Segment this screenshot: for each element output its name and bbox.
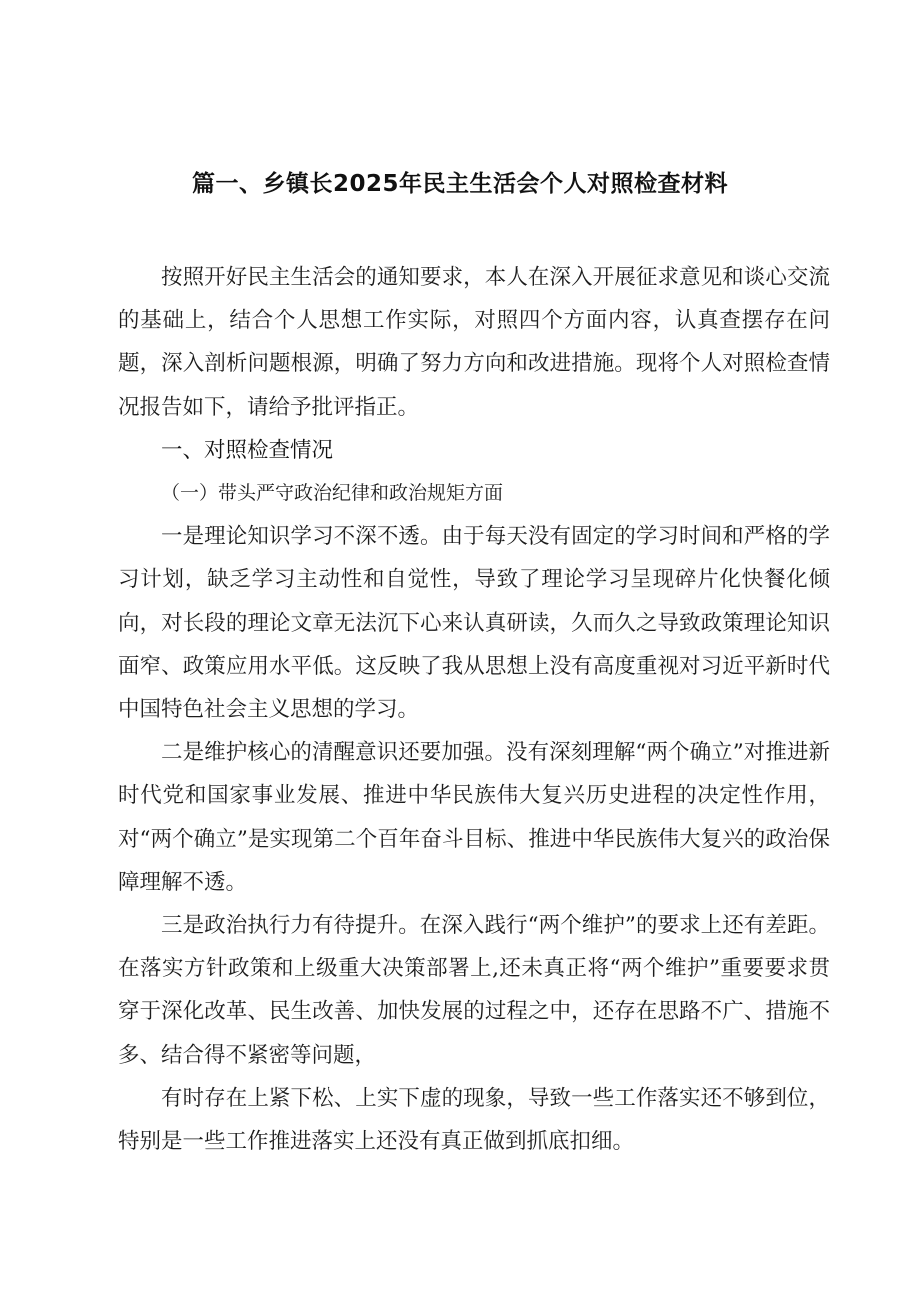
section-heading: 一、对照检查情况 [161,437,334,463]
subsection-heading: （一）带头严守政治纪律和政治规矩方面 [161,482,504,505]
body-paragraph: 有时存在上紧下松、上实下虚的现象，导致一些工作落实还不够到位，特别是一些工作推进落实上还没有真正做到抓底扣细。 [118,1085,830,1155]
body-paragraph: 三是政治执行力有待提升。在深入践行“两个维护”的要求上还有差距。在落实方针政策和上级重大决策部署上,还未真正将“两个维护”重要要求贯穿于深化改革、民生改善、加快发展的过程之中，还存在思路不广、措施不多、结合得不紧密等问题， [118,913,830,1068]
intro-paragraph: 按照开好民主生活会的通知要求，本人在深入开展征求意见和谈心交流的基础上，结合个人思想工作实际，对照四个方面内容，认真查摆存在问题，深入剖析问题根源，明确了努力方向和改进措施。现将个人对照检查情况报告如下，请给予批评指正。 [118,265,830,420]
body-paragraph: 二是维护核心的清醒意识还要加强。没有深刻理解“两个确立”对推进新时代党和国家事业发展、推进中华民族伟大复兴历史进程的决定性作用，对“两个确立”是实现第二个百年奋斗目标、推进中华民族伟大复兴的政治保障理解不透。 [118,740,830,895]
body-paragraph: 一是理论知识学习不深不透。由于每天没有固定的学习时间和严格的学习计划，缺乏学习主动性和自觉性，导致了理论学习呈现碎片化快餐化倾向，对长段的理论文章无法沉下心来认真研读，久而久之导致政策理论知识面窄、政策应用水平低。这反映了我从思想上没有高度重视对习近平新时代中国特色社会主义思想的学习。 [118,524,830,723]
document-title: 篇一、乡镇长2025年民主生活会个人对照检查材料 [191,171,728,197]
document-body [118,256,830,1163]
